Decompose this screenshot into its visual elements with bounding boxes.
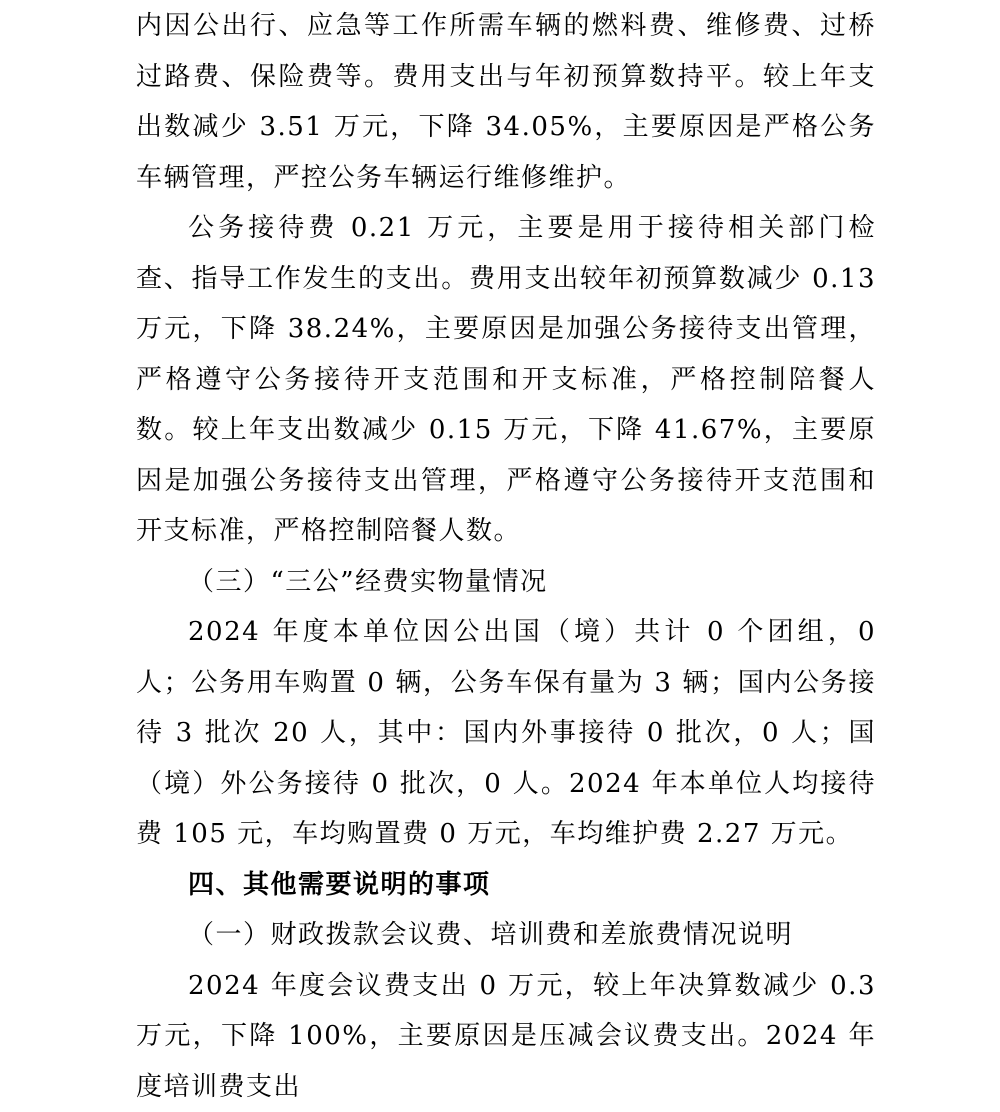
paragraph-reception-cost: 公务接待费 0.21 万元，主要是用于接待相关部门检查、指导工作发生的支出。费用支出较年初预算数减少 0.13 万元，下降 38.24%，主要原因是加强公务接待支出管理，严格遵守公务接待开支范围和开支标准，严格控制陪餐人数。较上年支出数减少 0.15 万元，下降 41.67%，主要原因是加强公务接待支出管理，严格遵守公务接待开支范围和开支标准，严格控制陪餐人数。 [136, 203, 876, 557]
heading-other-matters: 四、其他需要说明的事项 [136, 860, 876, 911]
paragraph-vehicle-operation-cost: 内因公出行、应急等工作所需车辆的燃料费、维修费、过桥过路费、保险费等。费用支出与年初预算数持平。较上年支出数减少 3.51 万元，下降 34.05%，主要原因是严格公务车辆管理，严控公务车辆运行维修维护。 [136, 1, 876, 203]
paragraph-physical-quantity: 2024 年度本单位因公出国（境）共计 0 个团组，0 人；公务用车购置 0 辆，公务车保有量为 3 辆；国内公务接待 3 批次 20 人，其中：国内外事接待 0 批次，0 人；国（境）外公务接待 0 批次，0 人。2024 年本单位人均接待费 105 元，车均购置费 0 万元，车均维护费 2.27 万元。 [136, 607, 876, 860]
subheading-meeting-training-travel: （一）财政拨款会议费、培训费和差旅费情况说明 [136, 910, 876, 961]
subheading-physical-quantity: （三）“三公”经费实物量情况 [136, 557, 876, 608]
document-page [136, 0, 876, 1112]
paragraph-meeting-cost: 2024 年度会议费支出 0 万元，较上年决算数减少 0.3 万元，下降 100%，主要原因是压减会议费支出。2024 年度培训费支出 [136, 961, 876, 1112]
